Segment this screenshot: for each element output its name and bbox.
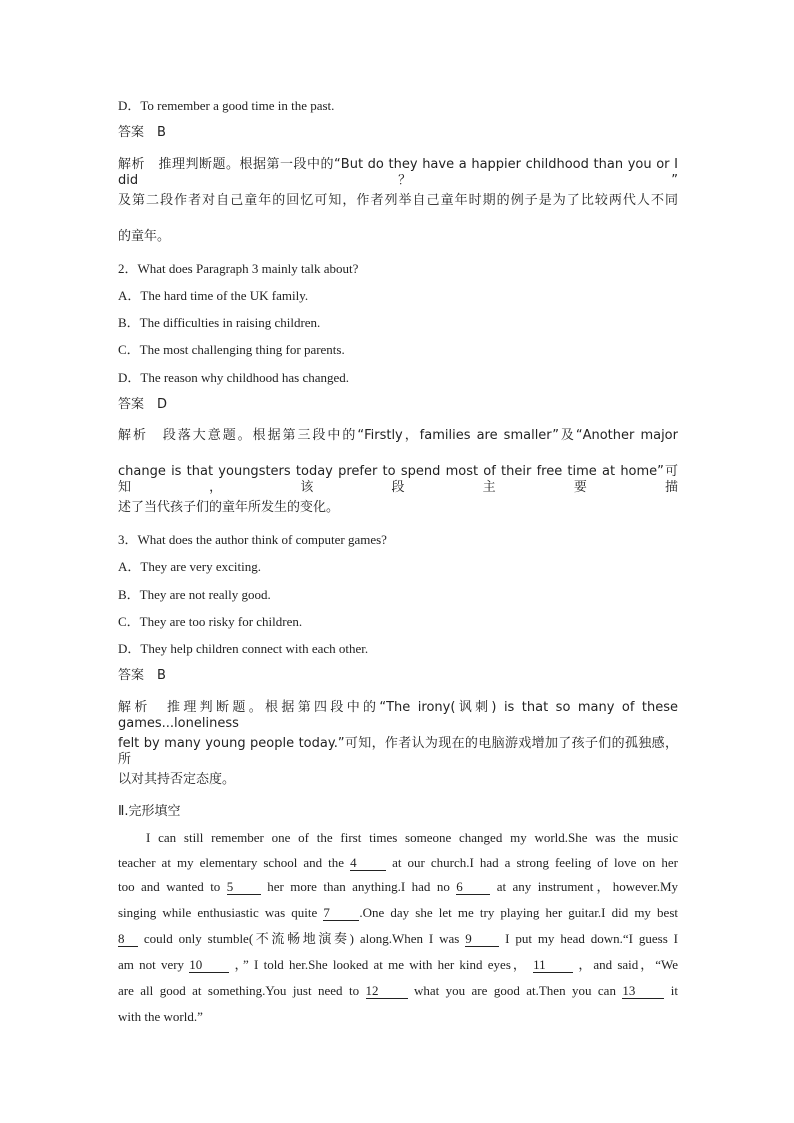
passage-text: her more than anything.I had no — [267, 879, 450, 894]
blank-10: 10 — [189, 958, 229, 973]
q3-question: 3．What does the author think of computer games? — [118, 532, 387, 547]
blank-11: 11 — [533, 958, 573, 973]
blank-6: 6 — [456, 880, 490, 895]
passage-text: teacher at my elementary school and the — [118, 855, 345, 870]
passage-text: I put my head down.“I guess I — [505, 931, 678, 946]
passage-line3 — [118, 879, 678, 895]
passage-text: ，and said，“We — [578, 957, 678, 972]
passage-text: am not very — [118, 957, 185, 972]
passage-text: too and wanted to — [118, 879, 221, 894]
q2-option-a: A．The hard time of the UK family. — [118, 288, 309, 303]
blank-7: 7 — [323, 906, 359, 921]
q2-explanation-line1: 解析 段落大意题。根据第三段中的“Firstly，families are smaller”及“Another major — [118, 428, 678, 443]
section-heading: Ⅱ.完形填空 — [118, 804, 181, 819]
q3-explanation-line3: 以对其持否定态度。 — [118, 772, 236, 787]
q3-explanation-line1: 解析 推理判断题。根据第四段中的“The irony(讽刺) is that so many of these games...loneliness — [118, 700, 678, 731]
q2-question: 2．What does Paragraph 3 mainly talk about? — [118, 261, 359, 276]
q2-option-c: C．The most challenging thing for parents. — [118, 342, 345, 357]
passage-line6 — [118, 957, 678, 973]
q3-option-c: C．They are too risky for children. — [118, 614, 303, 629]
passage-text: could only stumble(不流畅地演奏) along.When I was — [143, 931, 460, 946]
passage-line5 — [118, 931, 678, 947]
q2-explanation-line3: 述了当代孩子们的童年所发生的变化。 — [118, 500, 340, 515]
q3-explanation-line2: felt by many young people today.”可知，作者认为现在的电脑游戏增加了孩子们的孤独感，所 — [118, 736, 678, 767]
q1-explanation-line1: 解析 推理判断题。根据第一段中的“But do they have a happier childhood than you or I did？” — [118, 157, 678, 188]
passage-text: singing while enthusiastic was quite — [118, 905, 318, 920]
blank-5: 5 — [227, 880, 261, 895]
q1-option-d: D．To remember a good time in the past. — [118, 98, 335, 113]
q2-explanation-line2: change is that youngsters today prefer to spend most of their free time at home”可知，该段主要描 — [118, 464, 678, 495]
passage-text: at our church.I had a strong feeling of love on her — [392, 855, 678, 870]
blank-13: 13 — [622, 984, 664, 999]
passage-line7 — [118, 983, 678, 999]
q1-explanation-line3: 的童年。 — [118, 229, 171, 244]
q3-option-a: A．They are very exciting. — [118, 559, 261, 574]
passage-text: ，” I told her.She looked at me with her kind eyes， — [234, 957, 528, 972]
q2-option-b: B．The difficulties in raising children. — [118, 315, 321, 330]
q3-option-d: D．They help children connect with each other. — [118, 641, 369, 656]
blank-8: 8 — [118, 932, 138, 947]
passage-text: .One day she let me try playing her guitar.I did my best — [359, 905, 678, 920]
blank-9: 9 — [465, 932, 499, 947]
passage-text: at any instrument，however.My — [496, 879, 679, 894]
blank-4: 4 — [350, 856, 386, 871]
q2-answer: 答案 D — [118, 397, 168, 412]
q1-explanation-line2: 及第二段作者对自己童年的回忆可知，作者列举自己童年时期的例子是为了比较两代人不同 — [118, 193, 678, 208]
passage-line1: I can still remember one of the first times someone changed my world.She was the music — [146, 830, 678, 845]
q1-answer: 答案 B — [118, 125, 166, 140]
passage-text: are all good at something.You just need to — [118, 983, 360, 998]
q2-option-d: D．The reason why childhood has changed. — [118, 370, 350, 385]
passage-line2 — [118, 855, 678, 871]
q3-option-b: B．They are not really good. — [118, 587, 271, 602]
blank-12: 12 — [366, 984, 408, 999]
q3-answer: 答案 B — [118, 668, 166, 683]
passage-line8: with the world.” — [118, 1009, 203, 1024]
passage-line4 — [118, 905, 678, 921]
passage-text: what you are good at.Then you can — [413, 983, 616, 998]
passage-text: it — [670, 983, 679, 998]
